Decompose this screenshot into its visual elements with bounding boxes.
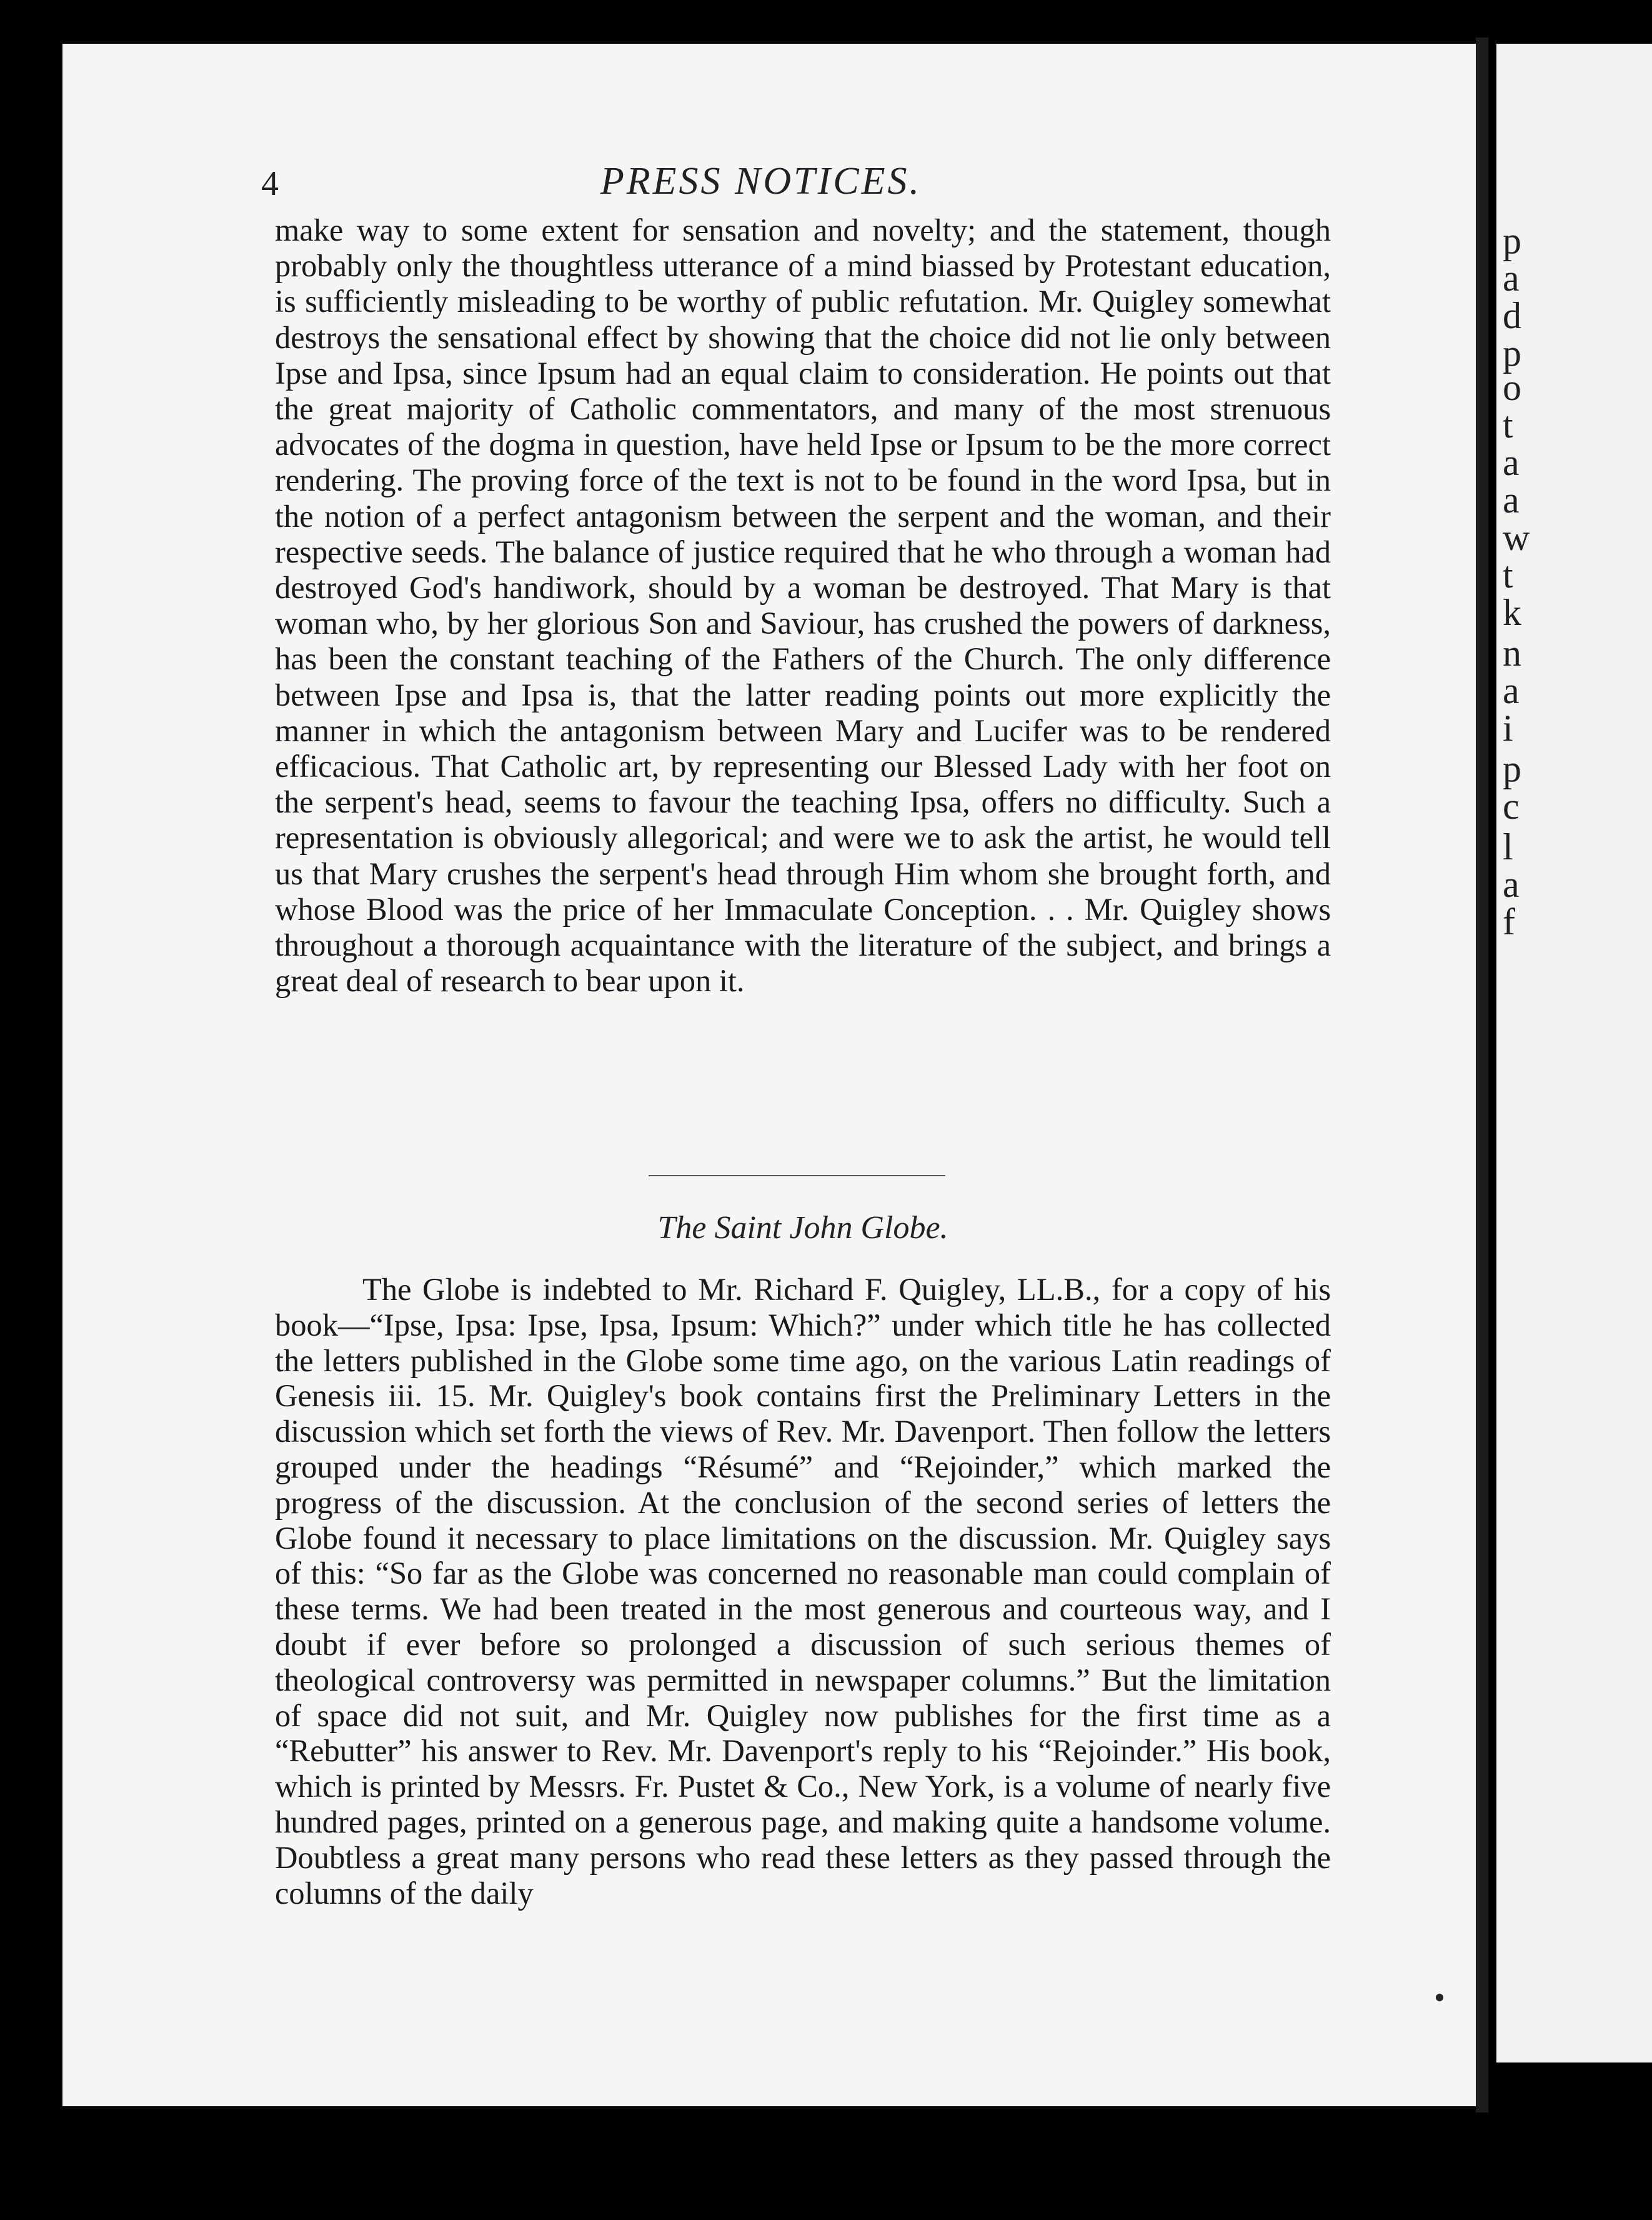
section-divider — [649, 1175, 945, 1176]
adjacent-page-letter: t — [1503, 404, 1513, 446]
adjacent-page-letter: i — [1503, 708, 1513, 749]
adjacent-page-fragment — [1496, 44, 1652, 2062]
ink-speck — [1436, 1994, 1443, 2001]
adjacent-page-letter: k — [1503, 592, 1521, 633]
adjacent-page-letter: o — [1503, 367, 1521, 408]
adjacent-page-letter: a — [1503, 670, 1520, 711]
page-edge — [1476, 38, 1488, 2112]
adjacent-page-letter: p — [1503, 220, 1521, 261]
adjacent-page-letter: a — [1503, 864, 1520, 905]
adjacent-page-letter: c — [1503, 786, 1520, 827]
continued-paragraph: make way to some extent for sensation and novelty; and the statement, though probably only the thoughtless utterance of a mind biassed by Protestant education, is sufficiently misleading to be worthy of public refutation. Mr. Quigley somewhat destroys the sensational effect by showing that the choice did not lie only between Ipse and Ipsa, since Ipsum had an equal claim to consideration. He points out that the great majority of Catholic commentators, and many of the most strenuous advocates of the dogma in question, have held Ipse or Ipsum to be the more correct rendering. The proving force of the text is not to be found in the word Ipsa, but in the notion of a perfect antagonism between the serpent and the woman, and their respective seeds. The balance of justice required that he who through a woman had destroyed God's handiwork, should by a woman be destroyed. That Mary is that woman who, by her glorious Son and Saviour, has crushed the powers of darkness, has been the constant teaching of the Fathers of the Church. The only difference between Ipse and Ipsa is, that the latter reading points out more explicitly the manner in which the antagonism between Mary and Lucifer was to be rendered efficacious. That Catholic art, by representing our Blessed Lady with her foot on the serpent's head, seems to favour the teaching Ipsa, offers no difficulty. Such a representation is obviously allegorical; and were we to ask the artist, he would tell us that Mary crushes the serpent's head through Him whom she brought forth, and whose Blood was the price of her Immaculate Conception. . . Mr. Quigley shows throughout a thorough acquaintance with the literature of the subject, and brings a great deal of research to bear upon it. — [275, 212, 1331, 999]
continued-text — [275, 212, 1331, 999]
section-paragraph: The Globe is indebted to Mr. Richard F. Quigley, LL.B., for a copy of his book—“Ipse, Ipsa: Ipse, Ipsa, Ipsum: Which?” under which title he has collected the letters published in the Globe some time ago, on the various Latin readings of Genesis iii. 15. Mr. Quigley's book contains first the Preliminary Letters in the discussion which set forth the views of Rev. Mr. Davenport. Then follow the letters grouped under the headings “Résumé” and “Rejoinder,” which marked the progress of the discussion. At the conclusion of the second series of letters the Globe found it necessary to place limitations on the discussion. Mr. Quigley says of this: “So far as the Globe was concerned no reasonable man could complain of these terms. We had been treated in the most generous and courteous way, and I doubt if ever before so prolonged a discussion of such serious themes of theological controversy was permitted in newspaper columns.” But the limitation of space did not suit, and Mr. Quigley now publishes for the first time as a “Rebutter” his answer to Rev. Mr. Davenport's reply to his “Rejoinder.” His book, which is printed by Messrs. Fr. Pustet & Co., New York, is a volume of nearly five hundred pages, printed on a generous page, and making quite a handsome volume. Doubtless a great many persons who read these letters as they passed through the columns of the daily — [275, 1272, 1331, 1911]
section-body — [275, 1272, 1331, 1911]
adjacent-page-letter: p — [1503, 748, 1521, 789]
adjacent-page-letter: t — [1503, 554, 1513, 596]
adjacent-page-letter: a — [1503, 442, 1520, 483]
section-title: The Saint John Globe. — [657, 1210, 948, 1246]
adjacent-page-letter: w — [1503, 517, 1530, 558]
adjacent-page-letter: l — [1503, 826, 1513, 868]
page-header — [199, 150, 1323, 203]
page-number: 4 — [261, 164, 279, 203]
adjacent-page-letter: d — [1503, 295, 1521, 336]
running-title: PRESS NOTICES. — [600, 160, 922, 202]
adjacent-page-letter: p — [1503, 332, 1521, 374]
adjacent-page-letter: n — [1503, 632, 1521, 674]
adjacent-page-letter: a — [1503, 258, 1520, 299]
adjacent-page-letter: f — [1503, 901, 1515, 942]
adjacent-page-letter: a — [1503, 479, 1520, 521]
